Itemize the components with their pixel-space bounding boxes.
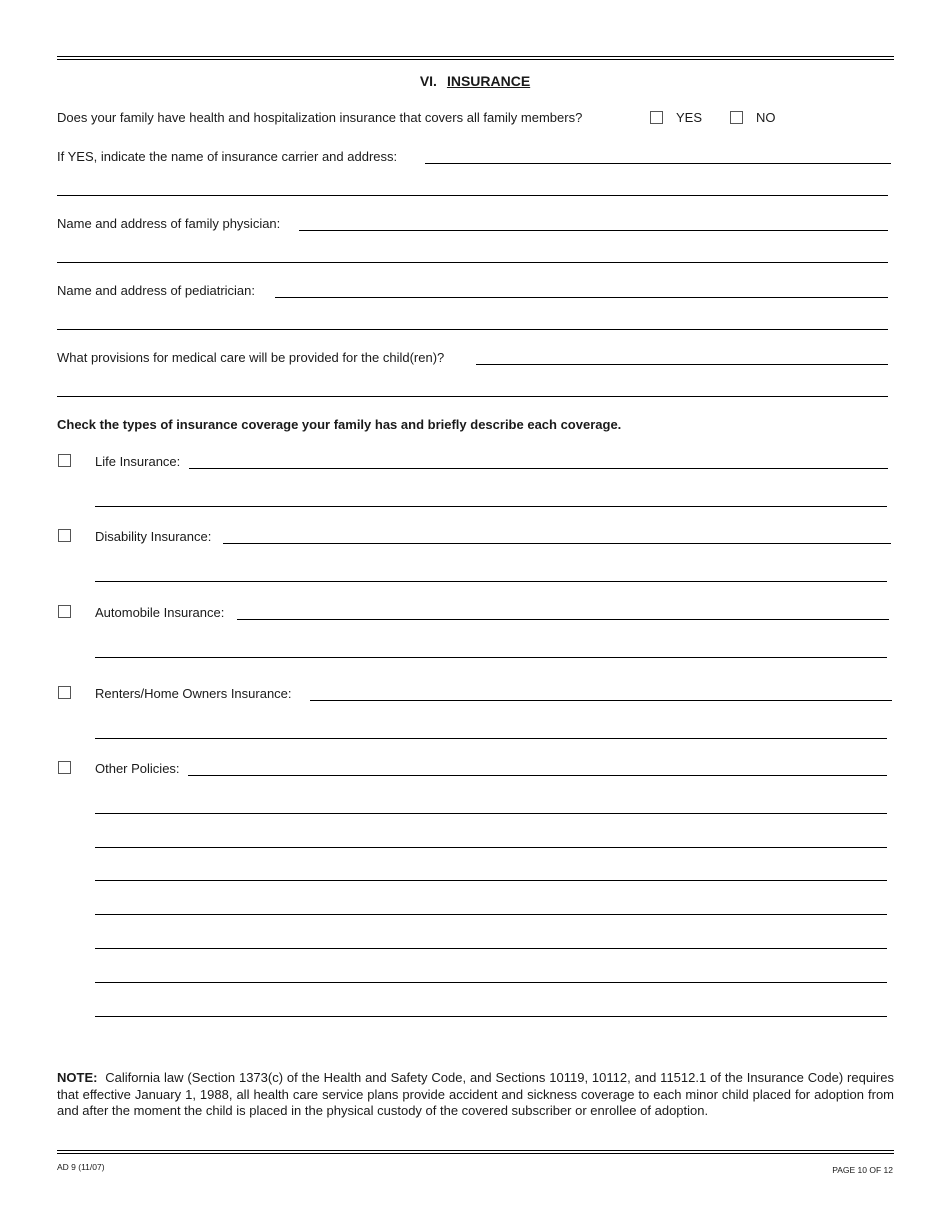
no-checkbox[interactable] [730,111,743,124]
automobile-insurance-field[interactable] [237,604,889,620]
renters-insurance-checkbox[interactable] [58,686,71,699]
form-id: AD 9 (11/07) [57,1162,105,1172]
other-policies-field-line-6[interactable] [95,933,887,949]
other-policies-field-line-7[interactable] [95,967,887,983]
carrier-label: If YES, indicate the name of insurance carrier and address: [57,149,398,164]
disability-insurance-label: Disability Insurance: [95,529,212,544]
yes-label: YES [676,110,703,125]
automobile-insurance-label: Automobile Insurance: [95,605,225,620]
carrier-field-line-2[interactable] [57,180,888,196]
life-insurance-field-line-2[interactable] [95,491,887,507]
carrier-field[interactable] [425,148,891,164]
legal-note [57,1070,894,1120]
note-text: California law (Section 1373(c) of the Health and Safety Code, and Sections 10119, 10112, and 11512.1 of the Insurance Code) requires that effective January 1, 1988, all health care service plans provide accident and sickness coverage to each minor child placed for adoption from and after the moment the child is placed in the physical custody of the covered subscriber or enrollee of adoption. [57,1070,894,1118]
other-policies-field-line-4[interactable] [95,865,887,881]
bottom-rule-inner [57,1153,894,1154]
renters-insurance-field[interactable] [310,685,892,701]
other-policies-field-line-5[interactable] [95,899,887,915]
no-label: NO [756,110,776,125]
life-insurance-label: Life Insurance: [95,454,181,469]
other-policies-field-line-3[interactable] [95,832,887,848]
other-policies-field[interactable] [188,760,887,776]
provisions-field[interactable] [476,349,888,365]
section-heading: INSURANCE [446,73,531,89]
coverage-instruction: Check the types of insurance coverage your family has and briefly describe each coverage. [57,417,622,432]
note-label: NOTE: [57,1070,98,1085]
pediatrician-label: Name and address of pediatrician: [57,283,256,298]
other-policies-checkbox[interactable] [58,761,71,774]
provisions-label: What provisions for medical care will be provided for the child(ren)? [57,350,445,365]
other-policies-field-line-8[interactable] [95,1001,887,1017]
life-insurance-checkbox[interactable] [58,454,71,467]
disability-insurance-field-line-2[interactable] [95,566,887,582]
disability-insurance-field[interactable] [223,528,891,544]
pediatrician-field-line-2[interactable] [57,314,888,330]
physician-label: Name and address of family physician: [57,216,281,231]
other-policies-field-line-2[interactable] [95,798,887,814]
bottom-rule [57,1150,894,1151]
automobile-insurance-checkbox[interactable] [58,605,71,618]
yes-checkbox[interactable] [650,111,663,124]
page-number: PAGE 10 OF 12 [832,1165,893,1175]
pediatrician-field[interactable] [275,282,888,298]
renters-insurance-label: Renters/Home Owners Insurance: [95,686,292,701]
provisions-field-line-2[interactable] [57,381,888,397]
disability-insurance-checkbox[interactable] [58,529,71,542]
section-number: VI. [419,73,437,89]
health-coverage-question: Does your family have health and hospitalization insurance that covers all family members? [57,110,583,125]
life-insurance-field[interactable] [189,453,888,469]
other-policies-label: Other Policies: [95,761,180,776]
physician-field[interactable] [299,215,888,231]
section-title [0,72,950,90]
renters-insurance-field-line-2[interactable] [95,723,887,739]
physician-field-line-2[interactable] [57,247,888,263]
top-rule-inner [57,59,894,60]
top-rule [57,56,894,57]
automobile-insurance-field-line-2[interactable] [95,642,887,658]
